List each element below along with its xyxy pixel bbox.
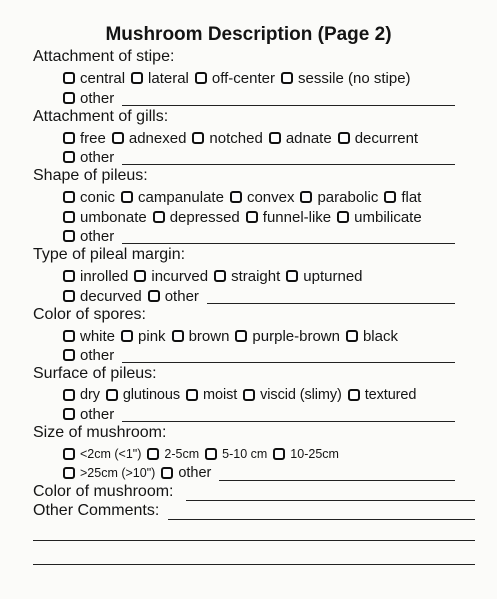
option-label: other bbox=[80, 227, 115, 245]
option-label: central bbox=[80, 69, 126, 87]
checkbox[interactable] bbox=[112, 132, 124, 144]
checkbox[interactable] bbox=[300, 191, 312, 203]
surface-option-textured[interactable] bbox=[348, 387, 417, 403]
color-label: Color of mushroom: bbox=[33, 483, 174, 500]
checkbox[interactable] bbox=[63, 151, 75, 163]
option-label: dry bbox=[80, 387, 100, 403]
margin-option-decurved[interactable] bbox=[63, 288, 142, 305]
checkbox[interactable] bbox=[63, 230, 75, 242]
option-label: upturned bbox=[303, 267, 363, 285]
checkbox[interactable] bbox=[63, 92, 75, 104]
checkbox[interactable] bbox=[63, 448, 75, 460]
option-label: conic bbox=[80, 188, 116, 206]
checkbox[interactable] bbox=[243, 389, 255, 401]
option-label: notched bbox=[209, 129, 263, 147]
option-label: lateral bbox=[148, 69, 189, 87]
surface-option-dry[interactable] bbox=[63, 387, 100, 403]
checkbox[interactable] bbox=[63, 290, 75, 302]
shape-option-parabolic[interactable] bbox=[300, 189, 378, 206]
checkbox[interactable] bbox=[338, 132, 350, 144]
option-label: other bbox=[80, 405, 115, 423]
surface-option-viscid[interactable] bbox=[243, 387, 342, 403]
comments-line-3[interactable] bbox=[33, 564, 475, 565]
option-label: black bbox=[362, 327, 398, 345]
shape-option-depressed[interactable] bbox=[153, 209, 240, 226]
option-label: other bbox=[80, 89, 115, 107]
shape-option-umbilicate[interactable] bbox=[337, 209, 422, 226]
pileus-shape-row-1 bbox=[63, 187, 477, 207]
checkbox[interactable] bbox=[337, 211, 349, 223]
checkbox[interactable] bbox=[63, 132, 75, 144]
option-label: >25cm (>10") bbox=[80, 466, 156, 480]
checkbox[interactable] bbox=[186, 389, 198, 401]
surface-other-line[interactable] bbox=[122, 407, 455, 422]
option-label: moist bbox=[203, 387, 238, 403]
option-label: other bbox=[80, 346, 115, 364]
stipe-other-row bbox=[63, 88, 477, 108]
option-label: depressed bbox=[169, 208, 240, 226]
checkbox[interactable] bbox=[269, 132, 281, 144]
option-label: 10-25cm bbox=[290, 447, 339, 461]
margin-heading: Type of pileal margin: bbox=[33, 246, 186, 263]
margin-option-straight[interactable] bbox=[214, 268, 280, 285]
checkbox[interactable] bbox=[121, 330, 133, 342]
checkbox[interactable] bbox=[384, 191, 396, 203]
stipe-options-row bbox=[63, 68, 477, 88]
checkbox[interactable] bbox=[346, 330, 358, 342]
surface-option-glutinous[interactable] bbox=[106, 387, 180, 403]
gills-options-row bbox=[63, 128, 477, 148]
gills-option-other[interactable] bbox=[63, 149, 114, 166]
option-label: umbilicate bbox=[354, 208, 422, 226]
stipe-option-central[interactable] bbox=[63, 70, 125, 87]
comments-label: Other Comments: bbox=[33, 502, 160, 519]
shape-option-convex[interactable] bbox=[230, 189, 295, 206]
option-label: adnate bbox=[285, 129, 332, 147]
checkbox[interactable] bbox=[281, 72, 293, 84]
stipe-option-other[interactable] bbox=[63, 90, 114, 107]
checkbox[interactable] bbox=[131, 72, 143, 84]
surface-other-row bbox=[63, 404, 477, 424]
comments-line-2[interactable] bbox=[33, 540, 475, 541]
surface-option-other[interactable] bbox=[63, 406, 114, 423]
spores-option-other[interactable] bbox=[63, 347, 114, 364]
comments-line-1[interactable] bbox=[168, 518, 475, 520]
option-label: flat bbox=[401, 188, 422, 206]
checkbox[interactable] bbox=[63, 330, 75, 342]
spores-option-black[interactable] bbox=[346, 328, 398, 345]
spores-other-line[interactable] bbox=[122, 348, 455, 363]
gills-other-line[interactable] bbox=[122, 150, 455, 165]
checkbox[interactable] bbox=[63, 408, 75, 420]
option-label: convex bbox=[246, 188, 295, 206]
surface-options-row bbox=[63, 385, 477, 405]
spores-option-white[interactable] bbox=[63, 328, 115, 345]
margin-other-line[interactable] bbox=[207, 289, 455, 304]
pileus-shape-row-2 bbox=[63, 207, 477, 227]
checkbox[interactable] bbox=[153, 211, 165, 223]
option-label: viscid (slimy) bbox=[260, 387, 342, 403]
option-label: campanulate bbox=[138, 188, 224, 206]
checkbox[interactable] bbox=[63, 270, 75, 282]
page-title: Mushroom Description (Page 2) bbox=[105, 24, 392, 45]
gills-other-row bbox=[63, 147, 477, 167]
shape-option-conic[interactable] bbox=[63, 189, 115, 206]
option-label: umbonate bbox=[80, 208, 147, 226]
checkbox[interactable] bbox=[147, 448, 159, 460]
spores-option-purple-brown[interactable] bbox=[235, 328, 340, 345]
checkbox[interactable] bbox=[63, 191, 75, 203]
size-option-2-5cm[interactable] bbox=[147, 447, 199, 461]
option-label: parabolic bbox=[317, 188, 379, 206]
size-option-under-2cm[interactable] bbox=[63, 447, 141, 461]
stipe-other-line[interactable] bbox=[122, 91, 455, 106]
gills-heading: Attachment of gills: bbox=[33, 108, 169, 125]
checkbox[interactable] bbox=[246, 211, 258, 223]
surface-heading: Surface of pileus: bbox=[33, 365, 157, 382]
checkbox[interactable] bbox=[63, 467, 75, 479]
option-label: textured bbox=[364, 387, 417, 403]
checkbox[interactable] bbox=[134, 270, 146, 282]
option-label: off-center bbox=[211, 69, 275, 87]
checkbox[interactable] bbox=[286, 270, 298, 282]
gills-option-free[interactable] bbox=[63, 130, 106, 147]
size-option-other[interactable] bbox=[161, 465, 211, 481]
size-other-line[interactable] bbox=[219, 466, 455, 481]
option-label: funnel-like bbox=[262, 208, 332, 226]
spores-other-row bbox=[63, 345, 477, 365]
option-label: other bbox=[80, 148, 115, 166]
option-label: sessile (no stipe) bbox=[297, 69, 411, 87]
option-label: straight bbox=[231, 267, 281, 285]
size-row-2 bbox=[63, 463, 477, 483]
option-label: purple-brown bbox=[252, 327, 340, 345]
gills-option-adnate[interactable] bbox=[269, 130, 332, 147]
checkbox[interactable] bbox=[121, 191, 133, 203]
option-label: white bbox=[80, 327, 116, 345]
spores-heading: Color of spores: bbox=[33, 306, 146, 323]
checkbox[interactable] bbox=[230, 191, 242, 203]
shape-option-umbonate[interactable] bbox=[63, 209, 147, 226]
margin-option-upturned[interactable] bbox=[286, 268, 362, 285]
checkbox[interactable] bbox=[63, 389, 75, 401]
margin-row-2 bbox=[63, 286, 477, 306]
option-label: adnexed bbox=[128, 129, 187, 147]
checkbox[interactable] bbox=[172, 330, 184, 342]
option-label: decurved bbox=[80, 287, 142, 305]
checkbox[interactable] bbox=[273, 448, 285, 460]
shape-option-other[interactable] bbox=[63, 228, 114, 245]
option-label: 2-5cm bbox=[164, 447, 200, 461]
spores-option-brown[interactable] bbox=[172, 328, 230, 345]
surface-option-moist[interactable] bbox=[186, 387, 237, 403]
pileus-shape-heading: Shape of pileus: bbox=[33, 167, 148, 184]
option-label: incurved bbox=[151, 267, 209, 285]
size-row-1 bbox=[63, 444, 477, 464]
stipe-option-sessile[interactable] bbox=[281, 70, 411, 87]
option-label: other bbox=[178, 465, 212, 481]
size-heading: Size of mushroom: bbox=[33, 424, 167, 441]
option-label: other bbox=[164, 287, 199, 305]
gills-option-decurrent[interactable] bbox=[338, 130, 418, 147]
shape-option-funnel-like[interactable] bbox=[246, 209, 331, 226]
margin-option-incurved[interactable] bbox=[134, 268, 208, 285]
margin-option-other[interactable] bbox=[148, 288, 199, 305]
size-option-5-10cm[interactable] bbox=[205, 447, 267, 461]
stipe-heading: Attachment of stipe: bbox=[33, 48, 175, 65]
checkbox[interactable] bbox=[205, 448, 217, 460]
size-option-over-25cm[interactable] bbox=[63, 466, 155, 480]
size-option-10-25cm[interactable] bbox=[273, 447, 339, 461]
checkbox[interactable] bbox=[63, 211, 75, 223]
checkbox[interactable] bbox=[235, 330, 247, 342]
option-label: glutinous bbox=[122, 387, 180, 403]
checkbox[interactable] bbox=[192, 132, 204, 144]
shape-option-campanulate[interactable] bbox=[121, 189, 224, 206]
stipe-option-off-center[interactable] bbox=[195, 70, 275, 87]
option-label: <2cm (<1") bbox=[80, 447, 142, 461]
margin-option-inrolled[interactable] bbox=[63, 268, 128, 285]
option-label: pink bbox=[138, 327, 166, 345]
color-line[interactable] bbox=[186, 499, 475, 501]
stipe-option-lateral[interactable] bbox=[131, 70, 189, 87]
shape-other-line[interactable] bbox=[122, 229, 455, 244]
checkbox[interactable] bbox=[106, 389, 118, 401]
margin-row-1 bbox=[63, 266, 477, 286]
option-label: decurrent bbox=[354, 129, 419, 147]
checkbox[interactable] bbox=[63, 349, 75, 361]
spores-options-row bbox=[63, 326, 477, 346]
option-label: inrolled bbox=[80, 267, 129, 285]
pileus-shape-other-row bbox=[63, 226, 477, 246]
option-label: brown bbox=[188, 327, 230, 345]
gills-option-notched[interactable] bbox=[192, 130, 262, 147]
checkbox[interactable] bbox=[148, 290, 160, 302]
checkbox[interactable] bbox=[348, 389, 360, 401]
spores-option-pink[interactable] bbox=[121, 328, 166, 345]
checkbox[interactable] bbox=[63, 72, 75, 84]
gills-option-adnexed[interactable] bbox=[112, 130, 187, 147]
option-label: 5-10 cm bbox=[222, 447, 268, 461]
shape-option-flat[interactable] bbox=[384, 189, 421, 206]
checkbox[interactable] bbox=[161, 467, 173, 479]
option-label: free bbox=[80, 129, 106, 147]
checkbox[interactable] bbox=[195, 72, 207, 84]
checkbox[interactable] bbox=[214, 270, 226, 282]
